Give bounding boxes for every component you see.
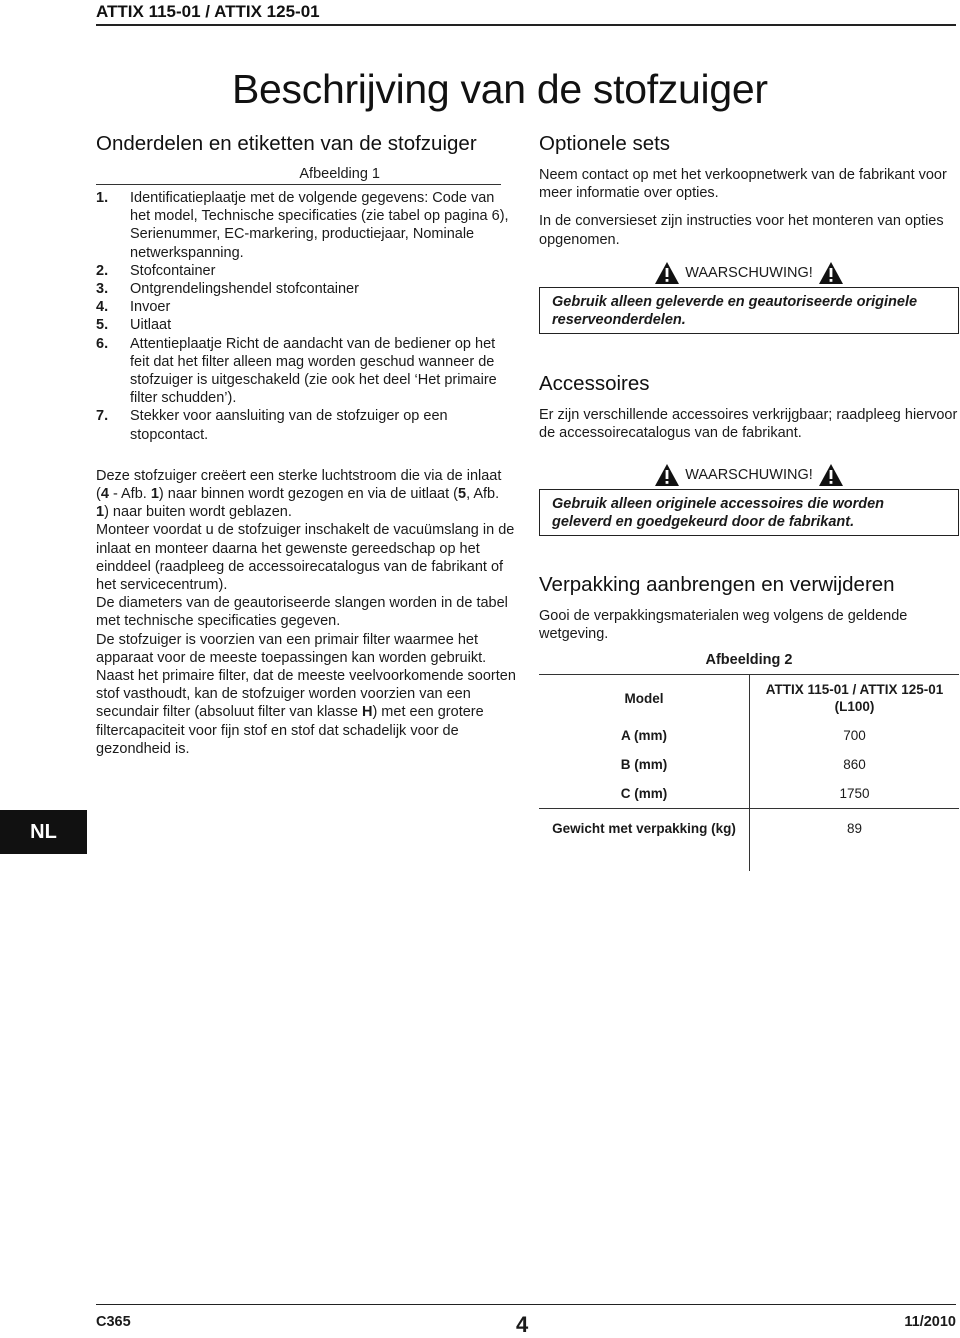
list-item-text: Ontgrendelingshendel stofcontainer [130,281,359,298]
list-item-number: 3. [96,281,109,298]
list-item-text: Identificatieplaatje met de volgende gegevens: Code van het model, Technische specificaties (zie tabel op pagina 6), Serienummer, EC-markering, productiejaar, Nominale netwerkspanning. [130,190,509,261]
list-item [96,189,516,262]
warning-box: Gebruik alleen geleverde en geautoriseerde originele reserveonderdelen. [539,287,959,334]
right-column [539,132,959,871]
list-item-number: 5. [96,317,109,334]
airflow-text: Deze stofzuiger creëert een sterke luchtstroom die via de inlaat ( [96,467,502,503]
list-item-text: Uitlaat [130,317,172,334]
table-cell-label: A (mm) [621,728,667,744]
warning-box: Gebruik alleen originele accessoires die worden geleverd en goedgekeurd door de fabrikant. [539,489,959,536]
warning-triangle-icon [818,261,844,285]
list-item-number: 7. [96,408,109,425]
table-row [539,809,959,848]
list-item-text: Stofcontainer [130,262,216,279]
list-item-number: 4. [96,299,109,316]
list-item-number: 6. [96,335,109,352]
figure-caption-1: Afbeelding 1 [299,166,380,182]
list-item-number: 2. [96,262,109,279]
list-item-number: 1. [96,190,109,206]
figure-caption-2: Afbeelding 2 [539,645,959,675]
table-cell-empty [539,847,750,871]
table-cell-value: 700 [750,721,960,750]
footer-date: 11/2010 [904,1314,956,1330]
list-item [96,298,516,316]
filter-paragraph [96,631,516,758]
airflow-ref: 1 [150,486,159,503]
table-row [539,750,959,779]
language-tab: NL [0,810,87,854]
table-cell-label: C (mm) [620,786,668,802]
optional-paragraph-1: Neem contact op met het verkoopnetwerk van de fabrikant voor meer informatie over opties. [539,167,947,202]
list-item-text: Attentieplaatje Richt de aandacht van de bediener op het feit dat het filter alleen mag worden geschud wanneer de stofzuiger is uitgeschakeld (zie ook het deel ‘Het primaire filter schudden’). [130,335,497,407]
warning-heading [539,461,959,489]
packaging-dimensions-table [539,645,959,871]
model-class: (L100) [834,699,875,715]
document-header-title: ATTIX 115-01 / ATTIX 125-01 [96,2,320,21]
optional-paragraph-2: In de conversieset zijn instructies voor het monteren van opties opgenomen. [539,213,944,248]
airflow-text: ) naar buiten wordt geblazen. [104,504,292,521]
warning-triangle-icon [654,261,680,285]
left-column [96,132,516,758]
table-row [539,847,959,871]
table-cell-label: Gewicht met verpakking (kg) [539,809,750,848]
table-cell-value: 89 [750,809,960,848]
warning-triangle-icon [818,463,844,487]
table-header-value [750,675,960,722]
airflow-ref: 5 [457,486,467,503]
list-item [96,280,516,298]
warning-triangle-icon [654,463,680,487]
section-title-optional: Optionele sets [539,132,671,155]
table-cell-value: 1750 [750,779,960,809]
table-row [539,675,959,722]
list-item [96,407,516,443]
airflow-text: , Afb. [466,486,500,503]
warning-label: WAARSCHUWING! [685,466,813,483]
airflow-text: ) naar binnen wordt gezogen en via de uitlaat ( [158,486,458,503]
warning-label: WAARSCHUWING! [685,264,813,281]
airflow-text: - Afb. [108,486,151,503]
section-title-parts: Onderdelen en etiketten van de stofzuiger [96,132,477,155]
table-header-label: Model [624,690,664,706]
list-item-text: Invoer [130,299,171,316]
packaging-paragraph: Gooi de verpakkingsmaterialen weg volgens de geldende wetgeving. [539,608,908,643]
footer-doc-code: C365 [96,1314,131,1330]
airflow-ref: 1 [96,504,105,521]
accessories-paragraph: Er zijn verschillende accessoires verkrijgbaar; raadpleeg hiervoor de accessoirecatalogus van de fabrikant. [539,407,958,442]
table-row [539,779,959,809]
filter-class: H [361,704,373,721]
header-rule [96,24,956,26]
filter-text: ) met een grotere filtercapaciteit voor fijn stof en stof dat schadelijk voor de gezondheid is. [96,704,484,757]
list-item [96,335,516,408]
table-cell-label: B (mm) [620,757,668,773]
airflow-ref: 4 [100,486,109,503]
figure-rule [96,184,501,185]
section-title-accessories: Accessoires [539,372,650,396]
page-title: Beschrijving van de stofzuiger [232,66,768,112]
table-row [539,721,959,750]
list-item [96,316,516,334]
footer-rule [96,1304,956,1305]
list-item-text: Stekker voor aansluiting van de stofzuiger op een stopcontact. [130,408,448,443]
parts-list [96,189,516,444]
page-number: 4 [516,1312,529,1337]
hose-paragraph: Monteer voordat u de stofzuiger inschakelt de vacuümslang in de inlaat en monteer daarna het gewenste gereedschap op het einddeel (raadpleeg de accessoirecatalogus van de fabrikant of het servicecentrum). [96,522,515,594]
table-cell-value: 860 [750,750,960,779]
table-caption-row [539,645,959,675]
diameters-paragraph: De diameters van de geautoriseerde slangen worden in de tabel met technische specificaties gegeven. [96,595,508,630]
section-title-packaging: Verpakking aanbrengen en verwijderen [539,573,895,597]
airflow-paragraph [96,467,516,522]
filter-text: De stofzuiger is voorzien van een primair filter waarmee het apparaat voor de meeste toepassingen kan worden gebruikt. Naast het primaire filter, dat de meeste veelvoorkomende soorten stof vasthoudt, kan de stofzuiger worden voorzien van een secundair filter (absoluut filter van klasse [96,631,516,721]
warning-heading [539,259,959,287]
table-cell-empty [750,847,960,871]
list-item [96,262,516,280]
model-name: ATTIX 115-01 / ATTIX 125-01 [765,682,944,698]
